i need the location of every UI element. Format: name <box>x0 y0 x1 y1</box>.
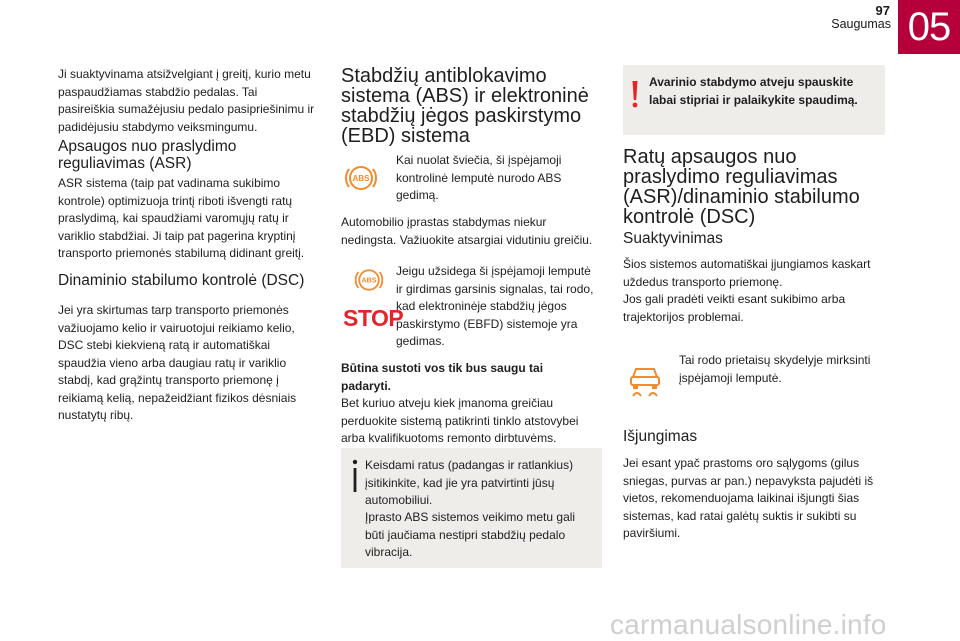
ebd-paragraph: Jeigu užsidega ši įspėjamoji lemputė ir girdimas garsinis signalas, tai rodo, kad elektroninėje stabdžių jėgos paskirstymo (EBFD) sistemoje yra gedimas. <box>396 264 594 348</box>
stop-icon: STOP <box>343 305 404 331</box>
activation-paragraph-2: Jos gali pradėti veikti esant sukibimo arba trajektorijos problemai. <box>623 292 846 324</box>
abs-alert-icon <box>353 264 385 296</box>
blinking-light-paragraph: Tai rodo prietaisų skydelyje mirksinti įspėjamoji lemputė. <box>679 353 871 385</box>
section-title: Saugumas <box>831 17 891 31</box>
warning-note-box <box>623 65 885 135</box>
abs-alert-icon-label: ABS <box>361 276 377 285</box>
deactivation-paragraph: Jei esant ypač prastoms oro sąlygoms (gilus sniegas, purvas ar pan.) nepavyksta pajudėti iš vietos, rekomenduojama laikinai išjungti šias sistemas, kad ratai galėtų suktis ir sukibti su paviršiumi. <box>623 456 874 540</box>
normal-braking-paragraph: Automobilio įprastas stabdymas niekur nedingsta. Važiuokite atsargiai vidutiniu greičiu. <box>341 215 593 247</box>
chapter-tab <box>898 0 960 54</box>
abs-ebd-heading: Stabdžių antiblokavimo sistema (ABS) ir elektroninė stabdžių jėgos paskirstymo (EBD) sistema <box>341 65 589 147</box>
contact-dealer-paragraph: Bet kuriuo atveju kiek įmanoma greičiau perduokite sistemą patikrinti tinklo atstovybei arba kvalifikuotoms remonto dirbtuvėms. <box>341 396 579 445</box>
asr-heading: Apsaugos nuo praslydimo reguliavimas (ASR) <box>58 138 237 172</box>
dsc-paragraph: Jei yra skirtumas tarp transporto priemonės važiuojamo kelio ir vairuotojui reikiamo kelio, DSC stebi kiekvieną ratą ir automatiškai spaudžia vieno arba daugiau ratų ir variklio stabdį, kad grąžintų transporto priemonę į reikiamą kelią, nepažeidžiant fizikos dėsniais nustatytų ribų. <box>58 303 297 422</box>
info-note-text-2: Įprasto ABS sistemos veikimo metu gali būti jaučiama nestipri stabdžių pedalo vibracija. <box>365 510 576 559</box>
deactivation-heading: Išjungimas <box>623 428 698 445</box>
info-note-box <box>341 448 602 568</box>
page-number: 97 <box>875 3 890 18</box>
activation-paragraph-1: Šios sistemos automatiškai įjungiamos kaskart uždedus transporto priemonę. <box>623 257 871 289</box>
chapter-number: 05 <box>907 5 951 49</box>
exclamation-icon <box>630 80 640 108</box>
asr-paragraph: ASR sistema (taip pat vadinama sukibimo kontrole) optimizuoja trintį riboti išvengti ratų praslydimą, kai spaudžiami varomųjų ratų ir variklio stabdžiai. Ji taip pat pagerina kryptinį transporto priemonės stabilumą didinant greitį. <box>58 176 305 260</box>
skidding-car-icon <box>625 363 665 399</box>
abs-warning-icon <box>343 160 379 196</box>
info-note-text-1: Keisdami ratus (padangas ir ratlankius) įsitikinkite, kad jie yra patvirtinti jūsų automobiliui. <box>365 458 574 507</box>
watermark: carmanualsonline.info <box>610 609 887 640</box>
intro-paragraph: Ji suaktyvinama atsižvelgiant į greitį, kurio metu paspaudžiamas stabdžio pedalas. Tai pasireiškia sumažėjusiu pedalo pasipriešinimu ir padidėjusiu stabdymo veiksmingumu. <box>58 67 315 134</box>
dsc-heading: Dinaminio stabilumo kontrolė (DSC) <box>58 272 305 289</box>
info-icon <box>350 458 360 492</box>
asr-dsc-heading: Ratų apsaugos nuo praslydimo reguliavimas (ASR)/dinaminio stabilumo kontrolė (DSC) <box>623 146 860 228</box>
activation-heading: Suaktyvinimas <box>623 230 723 247</box>
abs-icon-label: ABS <box>352 174 370 183</box>
abs-paragraph: Kai nuolat šviečia, ši įspėjamoji kontrolinė lemputė nurodo ABS gedimą. <box>396 153 562 202</box>
emergency-braking-note: Avarinio stabdymo atveju spauskite labai stipriai ir palaikykite spaudimą. <box>649 75 858 107</box>
must-stop-warning: Būtina sustoti vos tik bus saugu tai padaryti. <box>341 361 544 393</box>
